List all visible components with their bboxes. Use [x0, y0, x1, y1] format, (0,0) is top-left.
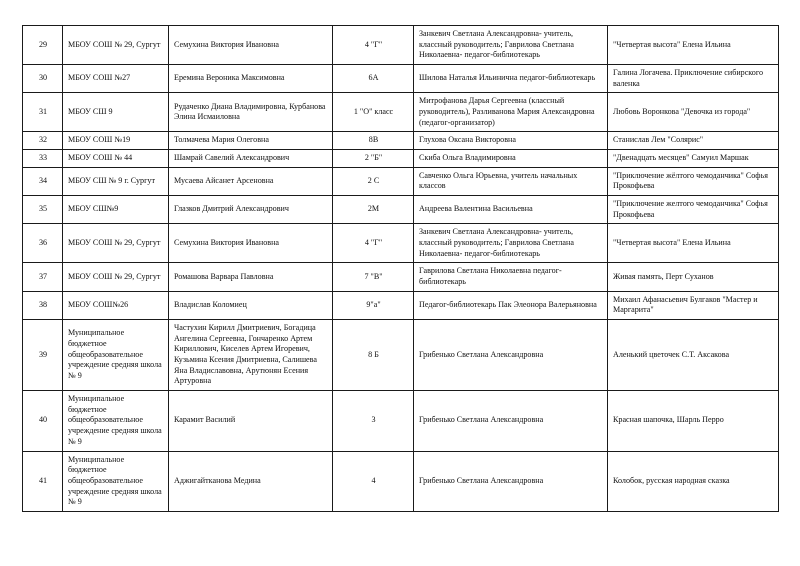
cell-school [63, 26, 169, 65]
cell-text-num: 31 [38, 107, 48, 117]
cell-text-student: Глазков Дмитрий Александрович [174, 204, 289, 214]
cell-school [63, 167, 169, 195]
cell-school [63, 65, 169, 93]
cell-text-book: Колобок, русская народная сказка [613, 475, 730, 485]
cell-text-student: Рудаченко Диана Владимировна, Курбанова Элина Исмаиловна [174, 101, 326, 122]
cell-text-book: Любовь Воронкова "Девочка из города" [613, 107, 751, 117]
cell-text-num: 33 [38, 153, 48, 163]
cell-text-class: 1 "О" класс [353, 107, 394, 117]
cell-school [63, 320, 169, 391]
cell-book [608, 320, 779, 391]
cell-text-teacher: Грибенько Светлана Александровна [419, 415, 544, 425]
cell-student [169, 167, 333, 195]
cell-student [169, 451, 333, 511]
cell-book [608, 93, 779, 132]
cell-class [333, 391, 414, 451]
cell-text-student: Шамрай Савелий Александрович [174, 153, 290, 163]
cell-class [333, 132, 414, 150]
cell-school [63, 132, 169, 150]
cell-text-student: Ромашова Варвара Павловна [174, 271, 274, 281]
cell-text-student: Карамит Василий [174, 415, 236, 425]
cell-text-teacher: Шилова Наталья Ильинична педагог-библиотекарь [419, 73, 596, 83]
cell-text-school: МБОУ СШ № 9 г. Сургут [68, 176, 155, 186]
cell-text-class: 6А [368, 73, 379, 83]
cell-class [333, 224, 414, 263]
cell-text-num: 37 [38, 271, 48, 281]
cell-text-teacher: Савченко Ольга Юрьевна, учитель начальных классов [419, 170, 578, 191]
cell-class [333, 26, 414, 65]
table-body [23, 26, 779, 512]
cell-text-book: Станислав Лем "Солярис" [613, 135, 704, 145]
cell-text-num: 39 [38, 349, 48, 359]
cell-text-class: 2 С [367, 176, 380, 186]
cell-teacher [414, 291, 608, 319]
cell-text-school: Муниципальное бюджетное общеобразовательное учреждение средняя школа № 9 [68, 394, 162, 446]
cell-text-school: МБОУ СОШ №19 [68, 135, 131, 145]
cell-text-book: "Четвертая высота" Елена Ильина [613, 238, 731, 248]
cell-school [63, 451, 169, 511]
cell-school [63, 196, 169, 224]
cell-text-school: МБОУ СОШ № 29, Сургут [68, 39, 161, 49]
cell-text-class: 3 [371, 415, 376, 425]
cell-school [63, 391, 169, 451]
cell-school [63, 93, 169, 132]
cell-book [608, 263, 779, 291]
cell-text-teacher: Занкевич Светлана Александровна- учитель, классный руководитель; Гаврилова Светлана Николаевна- педагог-библиотекарь [419, 227, 574, 258]
cell-text-book: Живая память, Перт Суханов [613, 271, 714, 281]
cell-text-num: 35 [38, 204, 48, 214]
cell-book [608, 150, 779, 168]
participants-table [22, 25, 779, 512]
cell-class [333, 291, 414, 319]
cell-text-student: Аджигайтканова Медина [174, 475, 261, 485]
cell-teacher [414, 65, 608, 93]
cell-num [23, 391, 63, 451]
cell-text-book: Михаил Афанасьевич Булгаков "Мастер и Маргарита" [613, 294, 758, 315]
cell-book [608, 451, 779, 511]
cell-text-student: Толмачева Мария Олеговна [174, 135, 269, 145]
table-row [23, 26, 779, 65]
cell-text-book: Аленький цветочек С.Т. Аксакова [613, 349, 730, 359]
cell-student [169, 65, 333, 93]
cell-school [63, 224, 169, 263]
cell-student [169, 224, 333, 263]
cell-book [608, 196, 779, 224]
cell-text-book: "Двенадцать месяцев" Самуил Маршак [613, 153, 749, 163]
cell-text-school: МБОУ СОШ № 44 [68, 153, 133, 163]
cell-text-teacher: Митрофанова Дарья Сергеевна (классный руководитель), Разливанова Мария Александровна (педагог-организатор) [419, 96, 595, 127]
cell-text-class: 4 "Г" [364, 39, 383, 49]
cell-student [169, 291, 333, 319]
cell-num [23, 65, 63, 93]
table-row [23, 263, 779, 291]
cell-teacher [414, 167, 608, 195]
cell-text-class: 2М [367, 204, 380, 214]
cell-num [23, 320, 63, 391]
cell-school [63, 150, 169, 168]
cell-student [169, 93, 333, 132]
cell-school [63, 263, 169, 291]
cell-teacher [414, 150, 608, 168]
cell-text-num: 38 [38, 300, 48, 310]
table-row [23, 196, 779, 224]
cell-num [23, 26, 63, 65]
cell-num [23, 224, 63, 263]
cell-book [608, 391, 779, 451]
cell-text-school: МБОУ СОШ № 29, Сургут [68, 271, 161, 281]
cell-book [608, 224, 779, 263]
cell-text-num: 32 [38, 135, 48, 145]
cell-text-school: Муниципальное бюджетное общеобразовательное учреждение средняя школа № 9 [68, 328, 162, 381]
cell-teacher [414, 196, 608, 224]
cell-text-student: Семухина Виктория Ивановна [174, 238, 280, 248]
cell-num [23, 291, 63, 319]
cell-student [169, 391, 333, 451]
cell-text-num: 29 [38, 39, 48, 49]
cell-text-teacher: Скиба Ольга Владимировна [419, 153, 516, 163]
cell-text-school: Муниципальное бюджетное общеобразовательное учреждение средняя школа № 9 [68, 454, 162, 507]
table-row [23, 93, 779, 132]
cell-text-class: 8 Б [368, 349, 379, 359]
cell-text-class: 4 "Г" [364, 238, 383, 248]
cell-text-teacher: Андреева Валентина Васильевна [419, 204, 533, 214]
cell-text-book: Красная шапочка, Шарль Перро [613, 415, 724, 425]
cell-text-book: "Приключение жёлтого чемоданчика" Софья Прокофьева [613, 170, 768, 191]
cell-teacher [414, 391, 608, 451]
cell-teacher [414, 132, 608, 150]
cell-num [23, 451, 63, 511]
cell-text-school: МБОУ СОШ№26 [68, 300, 129, 310]
cell-teacher [414, 451, 608, 511]
cell-text-student: Еремина Вероника Максимовна [174, 73, 285, 83]
cell-num [23, 150, 63, 168]
cell-text-class: 9"а" [366, 300, 381, 310]
cell-num [23, 196, 63, 224]
cell-teacher [414, 26, 608, 65]
cell-class [333, 196, 414, 224]
cell-student [169, 196, 333, 224]
cell-num [23, 132, 63, 150]
cell-text-book: "Приключение желтого чемоданчика" Софья Прокофьева [613, 199, 768, 219]
cell-text-school: МБОУ СШ№9 [68, 204, 119, 214]
table-row [23, 132, 779, 150]
table-row [23, 65, 779, 93]
cell-text-class: 4 [371, 475, 376, 485]
table-row [23, 320, 779, 391]
cell-text-num: 34 [38, 176, 48, 186]
cell-teacher [414, 224, 608, 263]
cell-text-class: 7 "В" [364, 271, 383, 281]
cell-class [333, 93, 414, 132]
cell-text-teacher: Педагог-библиотекарь Пак Элеонора Валерьяновна [419, 300, 597, 310]
cell-text-student: Семухина Виктория Ивановна [174, 39, 280, 49]
cell-student [169, 320, 333, 391]
cell-text-school: МБОУ СОШ №27 [68, 73, 131, 83]
table-row [23, 391, 779, 451]
cell-text-student: Частухин Кирилл Дмитриевич, Богадица Ангелина Сергеевна, Гончаренко Артем Кириллович, Киселев Артем Игоревич, Кузьмина Ксения Дмитриевна, Салишева Яна Владиславовна, Арутюнян Есения Артуровна [174, 323, 317, 386]
cell-text-teacher: Гаврилова Светлана Николаевна педагог-библиотекарь [419, 266, 562, 287]
cell-num [23, 93, 63, 132]
cell-teacher [414, 320, 608, 391]
cell-text-teacher: Занкевич Светлана Александровна- учитель, классный руководитель; Гаврилова Светлана Николаевна- педагог-библиотекарь [419, 29, 574, 60]
cell-student [169, 150, 333, 168]
cell-book [608, 291, 779, 319]
table-row [23, 291, 779, 319]
cell-book [608, 65, 779, 93]
cell-text-teacher: Глухова Оксана Викторовна [419, 135, 516, 145]
cell-text-num: 30 [38, 73, 48, 83]
cell-text-school: МБОУ СШ 9 [68, 107, 113, 117]
cell-teacher [414, 263, 608, 291]
cell-book [608, 167, 779, 195]
cell-student [169, 26, 333, 65]
cell-num [23, 167, 63, 195]
cell-text-num: 36 [38, 238, 48, 248]
cell-text-class: 8В [368, 135, 379, 145]
cell-text-class: 2 "Б" [364, 153, 383, 163]
cell-num [23, 263, 63, 291]
cell-school [63, 291, 169, 319]
cell-book [608, 132, 779, 150]
cell-class [333, 167, 414, 195]
cell-text-book: Галина Логачева. Приключение сибирского валенка [613, 68, 764, 88]
table-row [23, 150, 779, 168]
cell-text-school: МБОУ СОШ № 29, Сургут [68, 238, 161, 248]
table-row [23, 167, 779, 195]
cell-class [333, 263, 414, 291]
cell-student [169, 132, 333, 150]
table-row [23, 451, 779, 511]
cell-text-student: Мусаева Айсанет Арсеновна [174, 176, 274, 186]
cell-text-num: 41 [38, 475, 48, 485]
cell-text-num: 40 [38, 415, 48, 425]
cell-class [333, 65, 414, 93]
cell-class [333, 451, 414, 511]
table-row [23, 224, 779, 263]
cell-text-student: Владислав Коломиец [174, 300, 247, 310]
cell-class [333, 150, 414, 168]
cell-student [169, 263, 333, 291]
cell-book [608, 26, 779, 65]
cell-class [333, 320, 414, 391]
cell-text-teacher: Грибенько Светлана Александровна [419, 349, 544, 359]
cell-teacher [414, 93, 608, 132]
cell-text-book: "Четвертая высота" Елена Ильина [613, 39, 731, 49]
cell-text-teacher: Грибенько Светлана Александровна [419, 475, 544, 485]
